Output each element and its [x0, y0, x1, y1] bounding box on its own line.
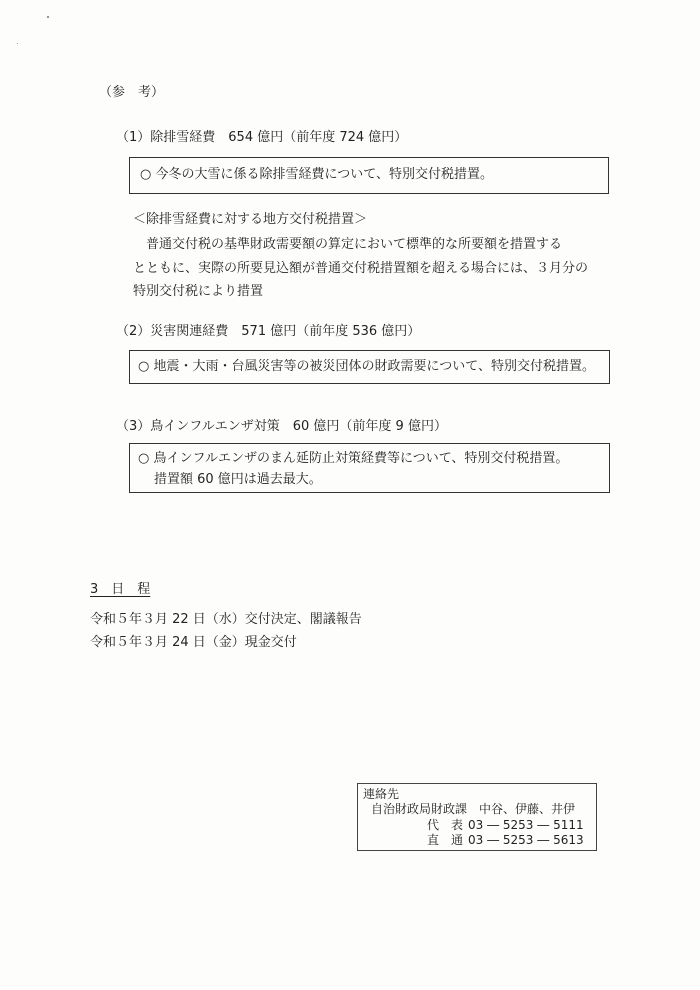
item1-para-line-3: 特別交付税により措置 [133, 284, 264, 299]
schedule-line-2: 令和５年３月 24 日（金）現金交付 [90, 635, 297, 650]
contact-direct-number: 03 ― 5253 ― 5613 [468, 833, 584, 847]
item2-box-text: ○ 地震・大雨・台風災害等の被災団体の財政需要について、特別交付税措置。 [138, 359, 595, 374]
item1-box-text: ○ 今冬の大雪に係る除排雪経費について、特別交付税措置。 [140, 167, 493, 182]
contact-direct-label: 直 通 [427, 833, 464, 847]
item1-subheading: ＜除排雪経費に対する地方交付税措置＞ [133, 212, 368, 227]
contact-box [357, 783, 597, 851]
contact-main-label: 代 表 [427, 818, 464, 832]
reference-heading: （参 考） [99, 85, 165, 100]
schedule-heading: 3 日 程 [90, 582, 151, 597]
item1-box [129, 157, 609, 194]
item3-box-line-1: ○ 鳥インフルエンザのまん延防止対策経費等について、特別交付税措置。 [138, 451, 569, 466]
item3-box-line-2: 措置額 60 億円は過去最大。 [154, 472, 322, 487]
item1-heading: （1）除排雪経費 654 億円（前年度 724 億円） [116, 130, 408, 145]
contact-label: 連絡先 [363, 787, 400, 801]
item2-box [129, 350, 610, 384]
scan-speck [47, 16, 49, 18]
item2-heading: （2）災害関連経費 571 億円（前年度 536 億円） [116, 324, 421, 339]
schedule-line-1: 令和５年３月 22 日（水）交付決定、閣議報告 [90, 612, 362, 627]
scan-speck [17, 43, 18, 44]
item1-para-line-1: 普通交付税の基準財政需要額の算定において標準的な所要額を措置する [146, 237, 563, 252]
contact-department: 自治財政局財政課 中谷、伊藤、井伊 [371, 802, 576, 816]
contact-main-number: 03 ― 5253 ― 5111 [468, 818, 584, 832]
item3-box [129, 443, 610, 493]
item1-para-line-2: とともに、実際の所要見込額が普通交付税措置額を超える場合には、３月分の [133, 261, 589, 276]
item3-heading: （3）鳥インフルエンザ対策 60 億円（前年度 9 億円） [116, 419, 447, 434]
